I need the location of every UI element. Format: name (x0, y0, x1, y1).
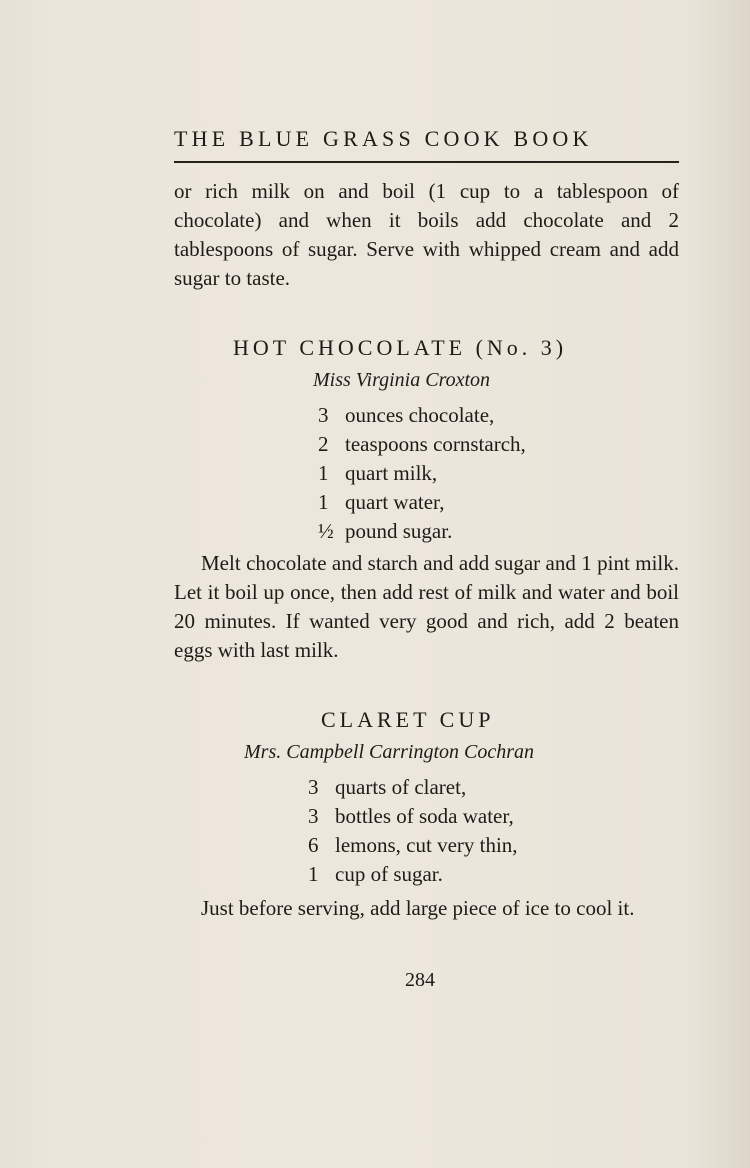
ingredient-item (308, 773, 518, 802)
ingredient-item (318, 517, 526, 546)
recipe-instructions-claret-cup: Just before serving, add large piece of ice to cool it. (201, 896, 635, 920)
recipe-title-hot-chocolate: HOT CHOCOLATE (No. 3) (233, 335, 568, 360)
ingredient-item (308, 831, 518, 860)
ingredient-quantity: 3 (318, 403, 329, 427)
ingredient-name: lemons, cut very thin, (335, 833, 518, 857)
ingredient-quantity: 1 (308, 862, 319, 886)
ingredient-quantity: 6 (308, 833, 319, 857)
ingredient-name: quart milk, (345, 461, 438, 485)
ingredient-name: quart water, (345, 490, 445, 514)
ingredient-item (308, 860, 518, 889)
ingredient-name: quarts of claret, (335, 775, 467, 799)
ingredient-quantity: 1 (318, 490, 329, 514)
ingredient-name: ounces chocolate, (345, 403, 495, 427)
recipe-byline-hot-chocolate: Miss Virginia Croxton (313, 369, 491, 391)
ingredient-name: teaspoons cornstarch, (345, 432, 526, 456)
page-number: 284 (405, 969, 435, 991)
running-head: THE BLUE GRASS COOK BOOK (174, 126, 593, 151)
ingredient-quantity: ½ (318, 519, 334, 543)
ingredient-item (318, 488, 526, 517)
ingredient-quantity: 3 (308, 804, 319, 828)
continuation-paragraph: or rich milk on and boil (1 cup to a tablespoon of chocolate) and when it boils add chocolate and 2 tablespoons of sugar. Serve with whipped cream and add sugar to taste. (174, 179, 679, 290)
ingredient-quantity: 3 (308, 775, 319, 799)
ingredient-item (318, 459, 526, 488)
ingredient-item (318, 401, 526, 430)
ingredient-list-hot-chocolate (318, 401, 526, 546)
ingredient-name: pound sugar. (345, 519, 453, 543)
recipe-title-claret-cup: CLARET CUP (321, 707, 495, 732)
recipe-instructions-hot-chocolate: Melt chocolate and starch and add sugar and 1 pint milk. Let it boil up once, then add rest of milk and water and boil 20 minutes. If wanted very good and rich, add 2 beaten eggs with last milk. (174, 551, 679, 662)
ingredient-name: bottles of soda water, (335, 804, 514, 828)
header-rule (174, 161, 679, 163)
ingredient-list-claret-cup (308, 773, 518, 889)
ingredient-quantity: 2 (318, 432, 329, 456)
recipe-byline-claret-cup: Mrs. Campbell Carrington Cochran (244, 741, 535, 763)
ingredient-name: cup of sugar. (335, 862, 443, 886)
ingredient-item (318, 430, 526, 459)
ingredient-item (308, 802, 518, 831)
ingredient-quantity: 1 (318, 461, 329, 485)
